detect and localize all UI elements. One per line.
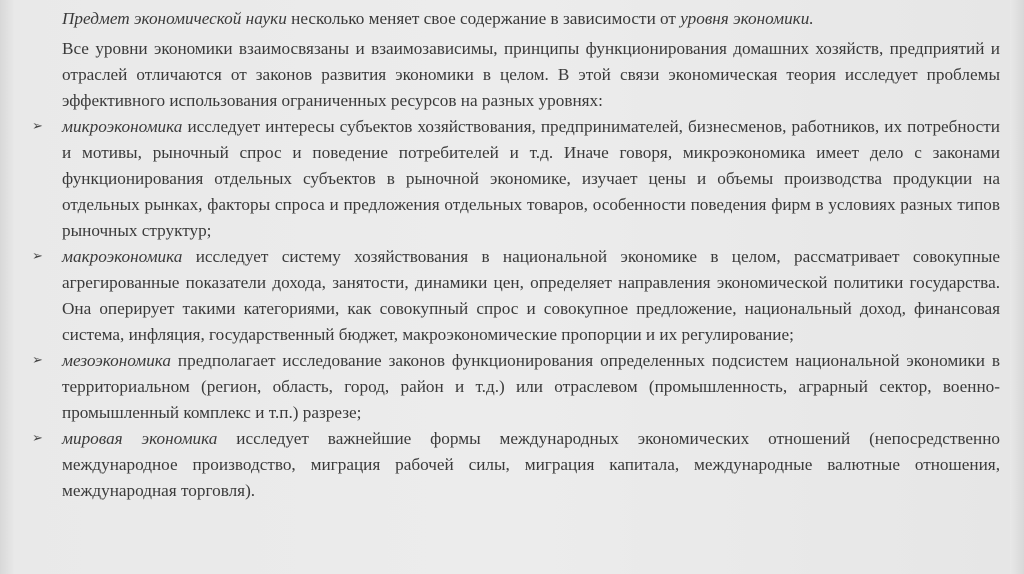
slide-left-edge [0,0,14,574]
intro-line [62,6,1000,32]
arrow-bullet-icon: ➢ [32,119,43,134]
term-meso: мезоэкономика [62,351,172,370]
desc-meso: предполагает исследование законов функционирования определенных подсистем национальной экономики в территориальном (регион, область, город, район и т.д.) или отраслевом (промышленность, аграрный сектор, военно-промышленный комплекс и т.п.) разрезе; [62,351,1000,422]
intro-level: уровня экономики. [680,9,814,28]
list-item-world [32,426,1000,504]
main-paragraph-text: Все уровни экономики взаимосвязаны и взаимозависимы, принципы функционирования домашних хозяйств, предприятий и отраслей отличаются от законов развития экономики в целом. В этой связи экономическая теория исследует проблемы эффективного использования ограниченных ресурсов на разных уровнях: [62,39,1000,110]
desc-macro: исследует систему хозяйствования в национальной экономике в целом, рассматривает совокупные агрегированные показатели дохода, занятости, динамики цен, определяет направления экономической политики государства. Она оперирует такими категориями, как совокупный спрос и совокупное предложение, национальный доход, финансовая система, инфляция, государственный бюджет, макроэкономические пропорции и их регулирование; [62,247,1000,344]
term-macro: макроэкономика [62,247,183,266]
desc-micro: исследует интересы субъектов хозяйствования, предпринимателей, бизнесменов, работников, их потребности и мотивы, рыночный спрос и поведение потребителей и т.д. Иначе говоря, микроэкономика имеет дело с законами функционирования отдельных субъектов в рыночной экономике, изучает цены и объемы производства продукции на отдельных рынках, факторы спроса и предложения отдельных товаров, особенности поведения фирм в условиях разных типов рыночных структур; [62,117,1000,240]
arrow-bullet-icon: ➢ [32,353,43,368]
term-world: мировая экономика [62,429,218,448]
intro-text: несколько меняет свое содержание в зависимости от [286,9,681,28]
arrow-bullet-icon: ➢ [32,249,43,264]
term-micro: микроэкономика [62,117,183,136]
list-item-macro [32,244,1000,348]
main-paragraph [62,36,1000,114]
list-item-micro [32,114,1000,244]
desc-world: исследует важнейшие формы международных экономических отношений (непосредственно международное производство, миграция рабочей силы, миграция капитала, международные валютные отношения, международная торговля). [62,429,1000,500]
intro-subject: Предмет экономической науки [62,9,287,28]
slide-right-edge [1010,0,1024,574]
arrow-bullet-icon: ➢ [32,431,43,446]
slide-content [32,6,1000,504]
list-item-meso [32,348,1000,426]
